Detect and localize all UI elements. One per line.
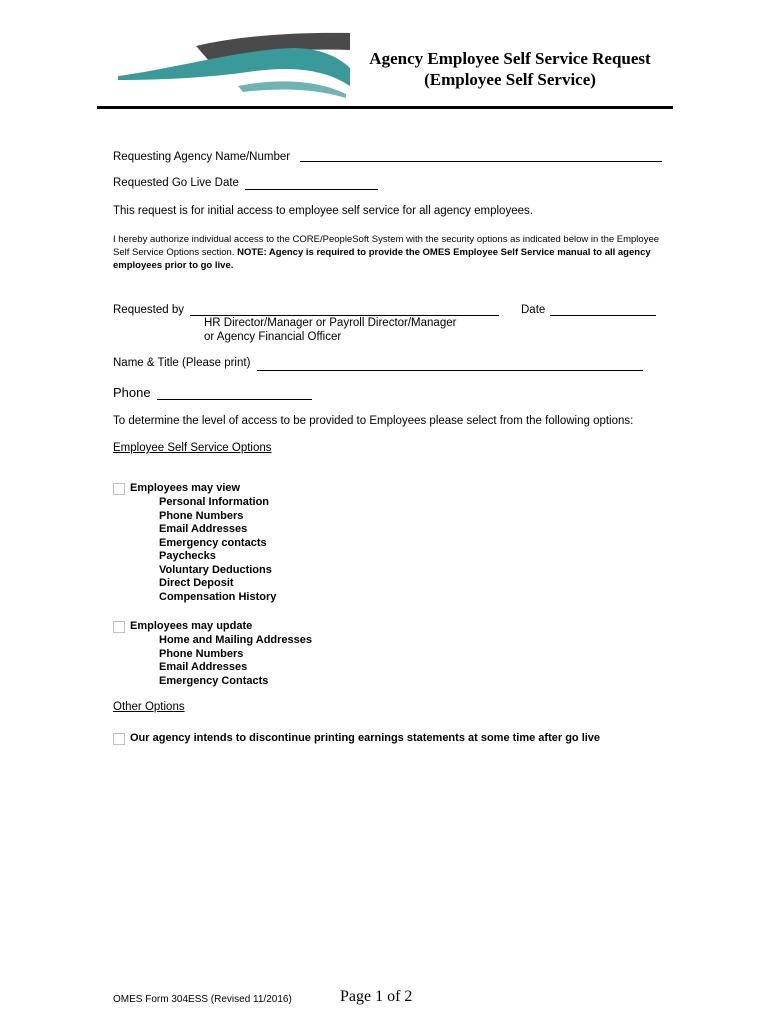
update-item: Home and Mailing Addresses bbox=[159, 634, 313, 646]
requested-by-field[interactable] bbox=[190, 315, 499, 316]
agency-name-label: Requesting Agency Name/Number bbox=[113, 151, 291, 163]
authorization-note: NOTE: Agency is required to provide the OMES Employee Self Service manual to all agency employees prior to go live. bbox=[113, 247, 651, 271]
employees-update-label: Employees may update bbox=[130, 620, 253, 632]
determine-access-text: To determine the level of access to be provided to Employees please select from the following options: bbox=[113, 415, 634, 427]
update-item: Phone Numbers bbox=[159, 647, 244, 660]
initial-access-text: This request is for initial access to employee self service for all agency employees. bbox=[113, 205, 533, 217]
form-title: Agency Employee Self Service Request bbox=[369, 49, 651, 68]
go-live-date-field[interactable] bbox=[245, 189, 378, 190]
agency-name-field[interactable] bbox=[300, 161, 662, 162]
update-item: Emergency Contacts bbox=[159, 674, 269, 687]
date-label: Date bbox=[521, 304, 546, 316]
other-options-heading: Other Options bbox=[113, 701, 185, 713]
name-title-field[interactable] bbox=[257, 370, 643, 371]
omes-logo bbox=[118, 28, 350, 100]
view-item: Personal Information bbox=[159, 496, 270, 508]
phone-field[interactable] bbox=[157, 399, 312, 400]
page-number: Page 1 of 2 bbox=[340, 988, 413, 1005]
logo-teal-swoosh-lower bbox=[238, 81, 346, 98]
header-divider bbox=[97, 106, 673, 109]
requested-by-role-line1: HR Director/Manager or Payroll Director/Manager bbox=[204, 317, 457, 329]
ess-options-heading: Employee Self Service Options bbox=[113, 442, 272, 454]
view-item: Direct Deposit bbox=[159, 577, 234, 589]
view-item: Compensation History bbox=[159, 590, 277, 603]
employees-view-checkbox[interactable] bbox=[113, 483, 125, 495]
employees-view-label: Employees may view bbox=[130, 482, 241, 494]
employees-update-checkbox[interactable] bbox=[113, 621, 125, 633]
discontinue-printing-checkbox[interactable] bbox=[113, 733, 125, 745]
requested-by-role-line2: or Agency Financial Officer bbox=[204, 331, 342, 343]
requested-by-label: Requested by bbox=[113, 304, 184, 316]
view-item: Emergency contacts bbox=[159, 536, 267, 549]
view-item: Paychecks bbox=[159, 550, 216, 562]
discontinue-printing-label: Our agency intends to discontinue printing earnings statements at some time after go live bbox=[130, 732, 601, 744]
name-title-label: Name & Title (Please print) bbox=[113, 357, 251, 369]
view-item: Email Addresses bbox=[159, 523, 248, 535]
view-item: Voluntary Deductions bbox=[159, 563, 272, 576]
go-live-date-label: Requested Go Live Date bbox=[113, 177, 239, 189]
authorization-statement bbox=[113, 233, 673, 272]
form-subtitle: (Employee Self Service) bbox=[424, 70, 596, 89]
authorization-text: I hereby authorize individual access to the CORE/PeopleSoft System with the security options as indicated below in the Employee Self Service Options section. bbox=[113, 234, 660, 258]
phone-label: Phone bbox=[113, 385, 151, 400]
form-id: OMES Form 304ESS (Revised 11/2016) bbox=[113, 994, 292, 1005]
view-item: Phone Numbers bbox=[159, 509, 244, 522]
date-field[interactable] bbox=[550, 315, 656, 316]
update-item: Email Addresses bbox=[159, 661, 248, 673]
